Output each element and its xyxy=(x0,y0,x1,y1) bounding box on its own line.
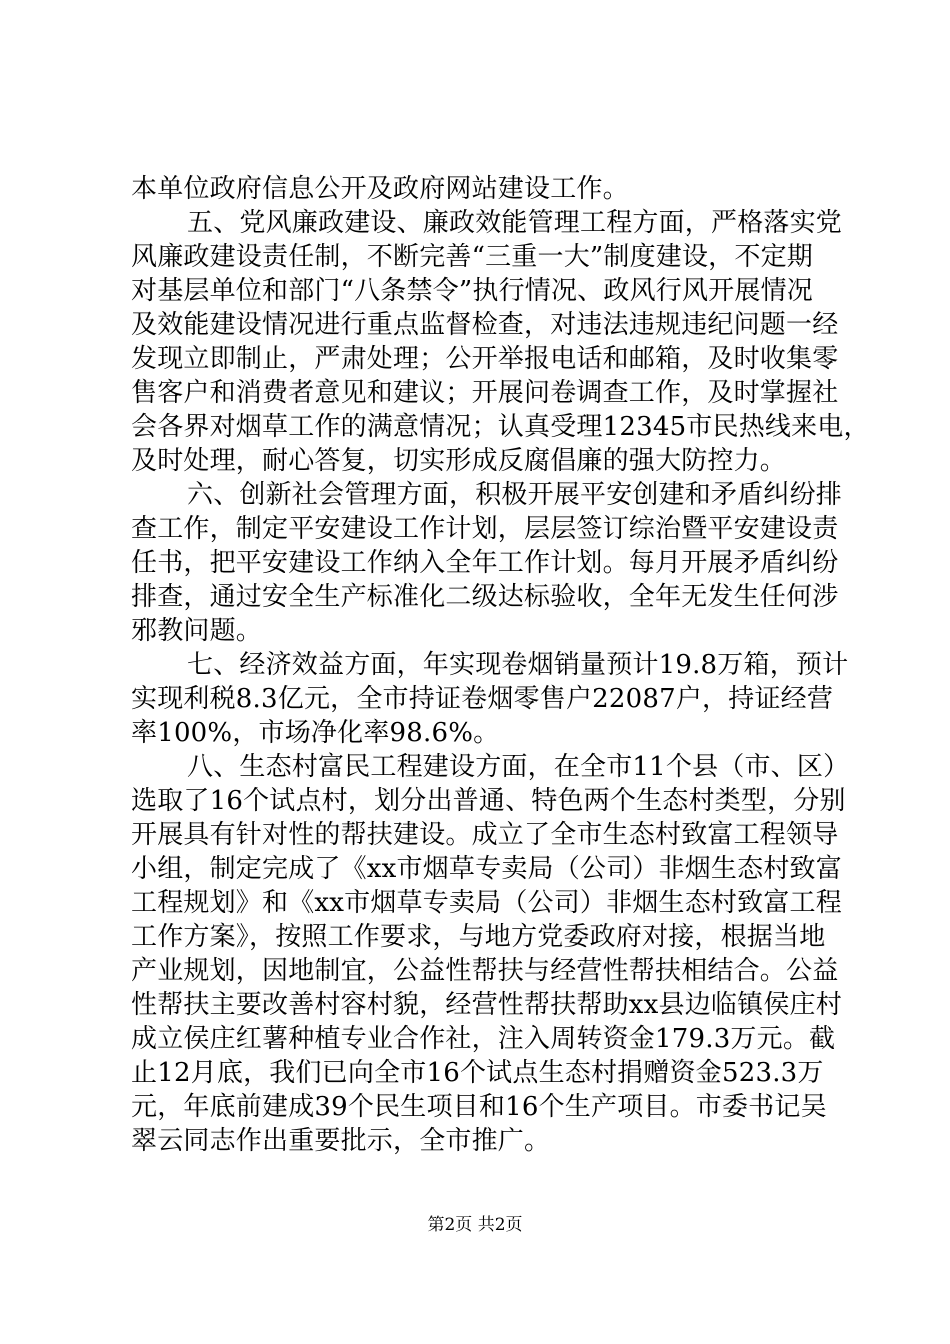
paragraph-5-heading-line: 五、党风廉政建设、廉政效能管理工程方面，严格落实党 xyxy=(187,208,843,238)
text-line: 工作方案》，按照工作要求，与地方党委政府对接，根据当地 xyxy=(131,922,826,952)
text-line: 风廉政建设责任制，不断完善“三重一大”制度建设，不定期 xyxy=(131,242,813,272)
text-line: 止12月底，我们已向全市16个试点生态村捐赠资金523.3万 xyxy=(131,1058,824,1088)
text-line: 及时处理，耐心答复，切实形成反腐倡廉的强大防控力。 xyxy=(131,446,787,476)
text-line: 排查，通过安全生产标准化二级达标验收，全年无发生任何涉 xyxy=(131,582,839,612)
text-line: 售客户和消费者意见和建议；开展问卷调查工作，及时掌握社 xyxy=(131,378,839,408)
text-line: 性帮扶主要改善村容村貌，经营性帮扶帮助xx县边临镇侯庄村 xyxy=(131,990,842,1020)
paragraph-7-heading-line: 七、经济效益方面，年实现卷烟销量预计19.8万箱，预计 xyxy=(187,650,849,680)
text-line: 选取了16个试点村，划分出普通、特色两个生态村类型，分别 xyxy=(131,786,846,816)
paragraph-6-heading-line: 六、创新社会管理方面，积极开展平安创建和矛盾纠纷排 xyxy=(187,480,843,510)
text-line: 查工作，制定平安建设工作计划，层层签订综治暨平安建设责 xyxy=(131,514,839,544)
text-line: 成立侯庄红薯种植专业合作社，注入周转资金179.3万元。截 xyxy=(131,1024,836,1054)
text-line: 邪教问题。 xyxy=(131,616,263,646)
text-line: 小组，制定完成了《xx市烟草专卖局（公司）非烟生态村致富 xyxy=(131,854,842,884)
text-line: 开展具有针对性的帮扶建设。成立了全市生态村致富工程领导 xyxy=(131,820,839,850)
text-line: 任书，把平安建设工作纳入全年工作计划。每月开展矛盾纠纷 xyxy=(131,548,839,578)
text-line: 工程规划》和《xx市烟草专卖局（公司）非烟生态村致富工程 xyxy=(131,888,842,918)
text-line: 翠云同志作出重要批示，全市推广。 xyxy=(131,1126,551,1156)
text-line: 元，年底前建成39个民生项目和16个生产项目。市委书记吴 xyxy=(131,1092,827,1122)
text-line: 本单位政府信息公开及政府网站建设工作。 xyxy=(131,174,629,204)
page-number-label: 第2页 共2页 xyxy=(427,1215,523,1235)
text-line: 发现立即制止，严肃处理；公开举报电话和邮箱，及时收集零 xyxy=(131,344,839,374)
text-line: 率100%，市场净化率98.6%。 xyxy=(131,718,500,748)
page-footer xyxy=(0,1214,950,1236)
text-line: 及效能建设情况进行重点监督检查，对违法违规违纪问题一经 xyxy=(131,310,839,340)
text-line: 对基层单位和部门“八条禁令”执行情况、政风行风开展情况 xyxy=(131,276,813,306)
text-line: 产业规划，因地制宜，公益性帮扶与经营性帮扶相结合。公益 xyxy=(131,956,839,986)
paragraph-8-heading-line: 八、生态村富民工程建设方面，在全市11个县（市、区） xyxy=(187,752,850,782)
text-line: 会各界对烟草工作的满意情况；认真受理12345市民热线来电， xyxy=(131,412,870,442)
document-body xyxy=(131,172,870,1158)
text-line: 实现利税8.3亿元，全市持证卷烟零售户22087户，持证经营 xyxy=(131,684,834,714)
